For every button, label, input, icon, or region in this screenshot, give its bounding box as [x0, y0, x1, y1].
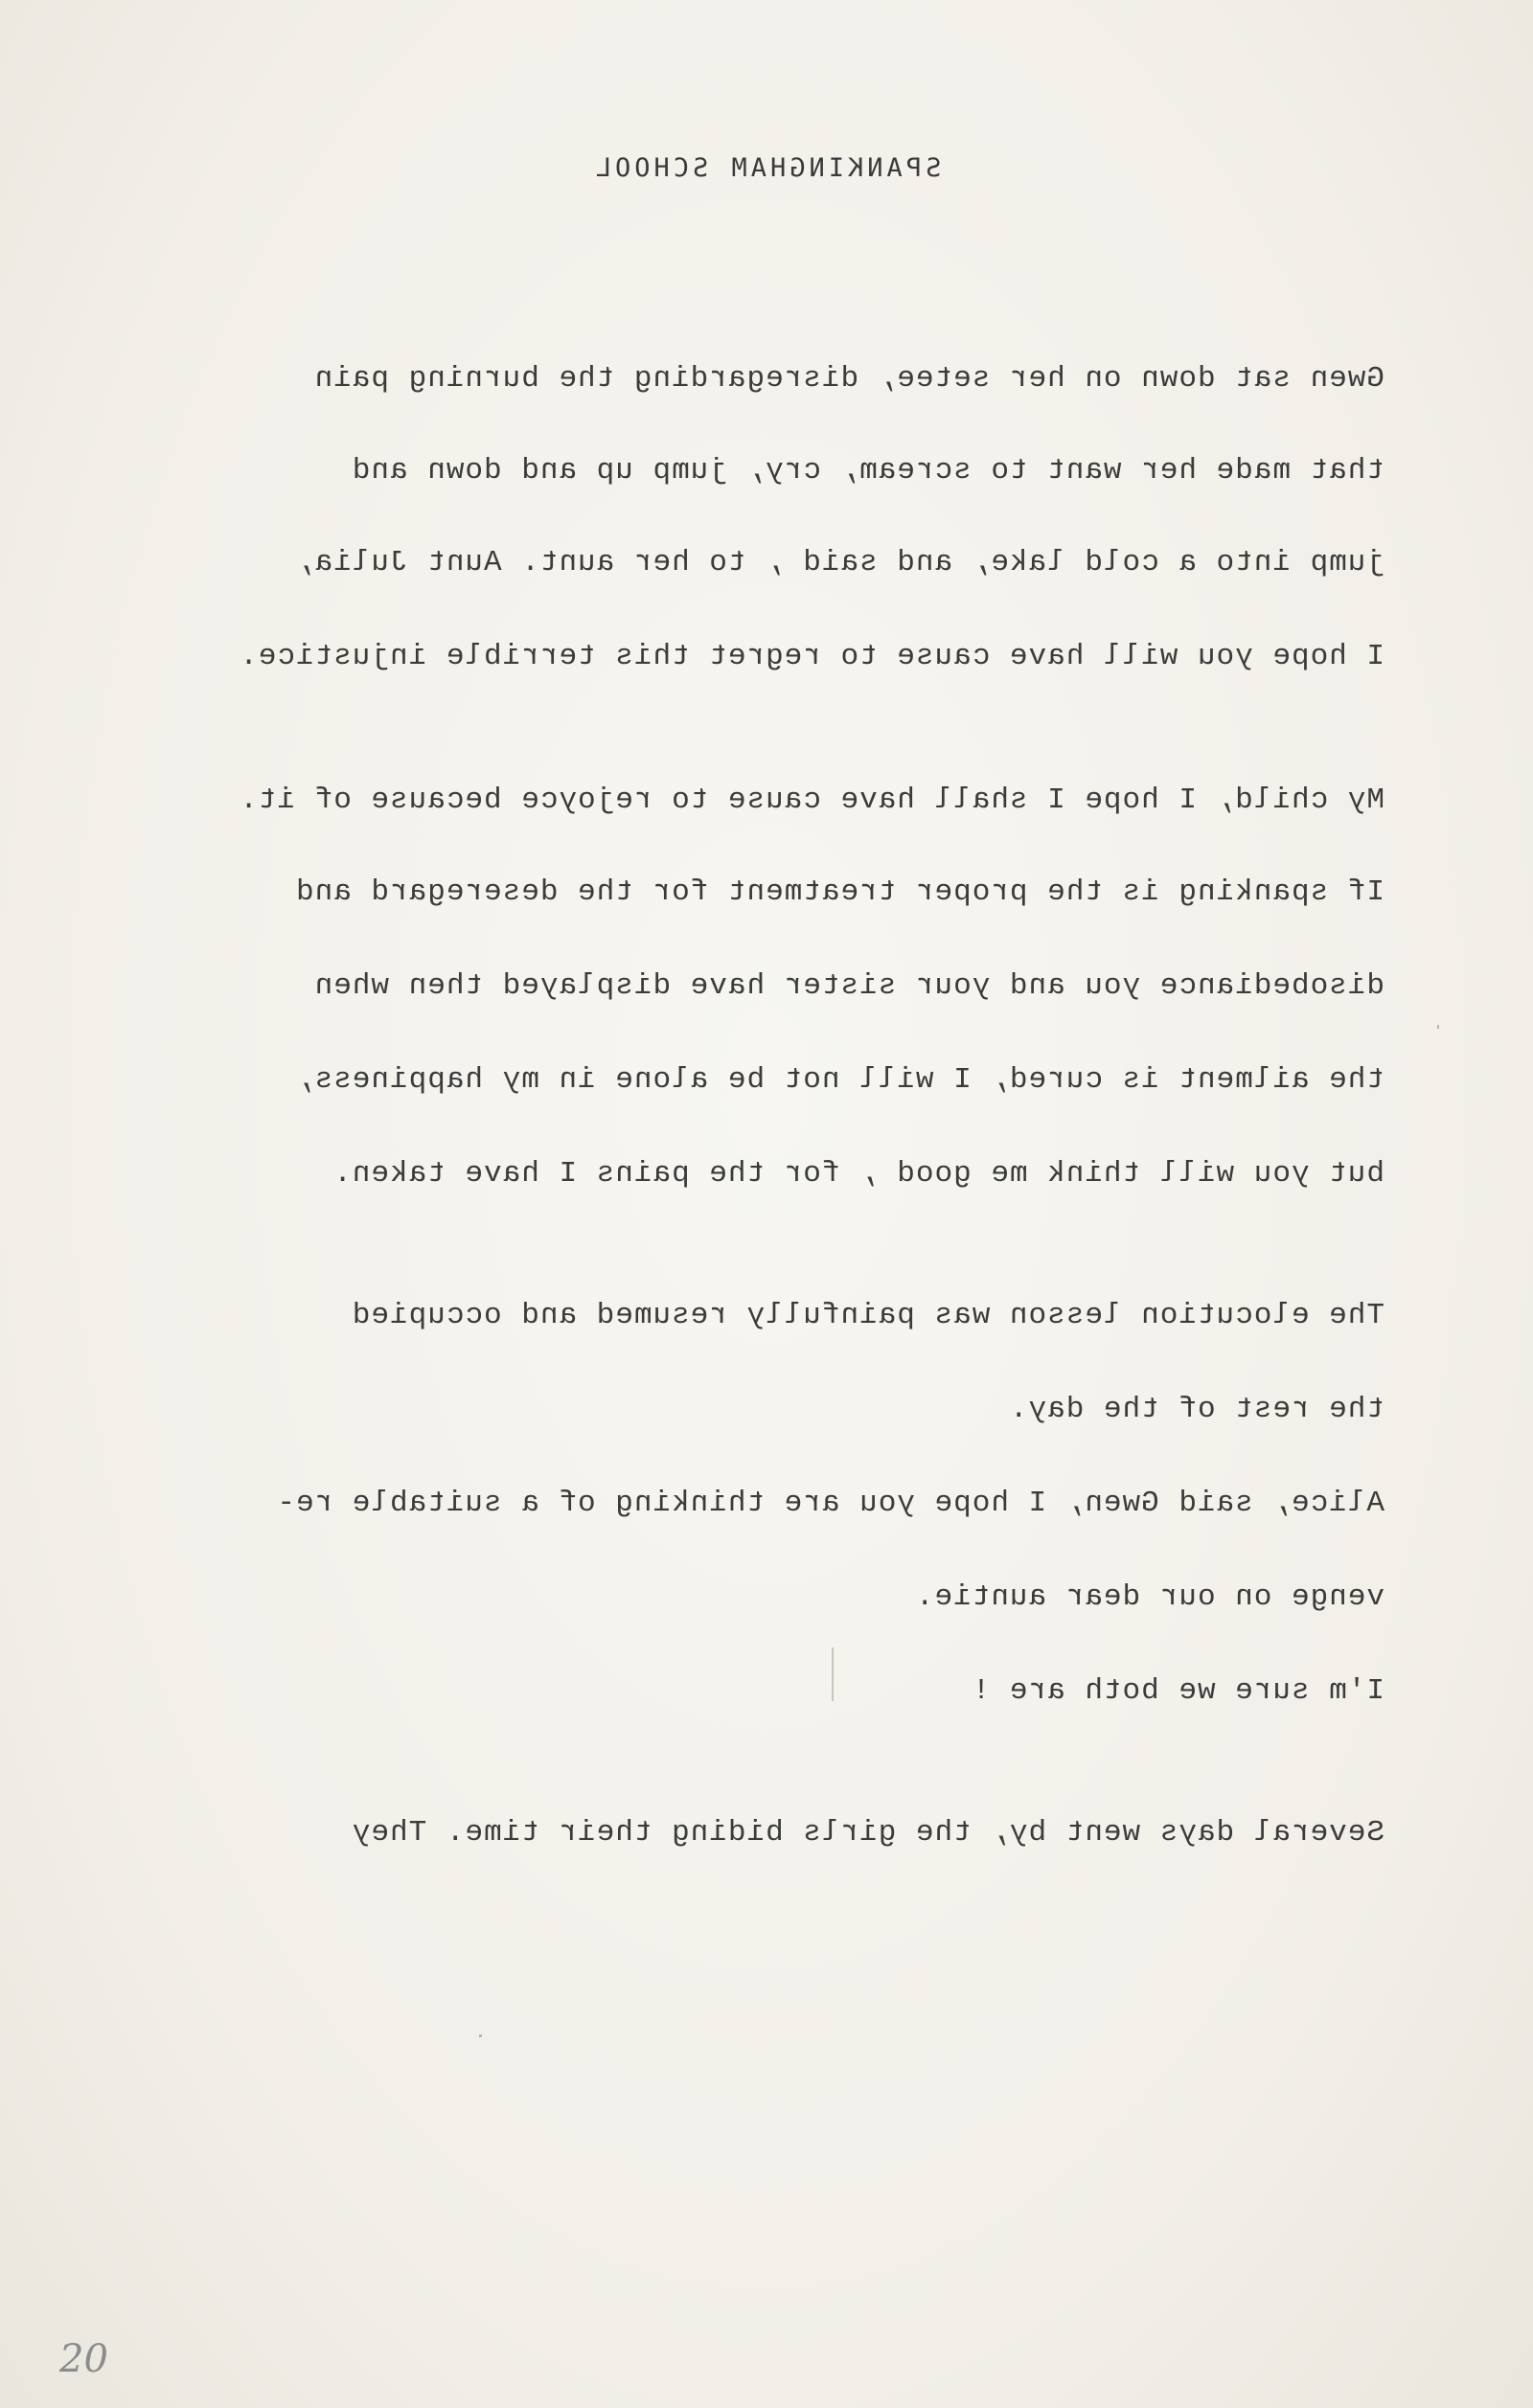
text-line: that made her want to scream, cry, jump up and down and	[351, 454, 1384, 488]
text-line: Alice, said Gwen, I hope you are thinking of a suitable re-	[276, 1487, 1384, 1520]
text-line: I'm sure we both are !	[971, 1674, 1384, 1708]
text-line: but you will think me good , for the pains I have taken.	[332, 1157, 1384, 1191]
text-line: venge on our dear auntie.	[914, 1580, 1384, 1614]
text-line: Several days went by, the girls biding their time. They	[351, 1816, 1384, 1850]
folio-number: 20	[59, 2337, 108, 2381]
paper-speck	[1437, 1025, 1439, 1029]
paper-speck	[479, 2034, 482, 2037]
text-line: jump into a cold lake, and said , to her aunt. Aunt Julia,	[295, 546, 1384, 579]
text-line: the rest of the day.	[1008, 1393, 1384, 1426]
text-line: the ailment is cured, I will not be alone in my happiness,	[295, 1063, 1384, 1097]
text-line: If spanking is the proper treatment for the deseregard and	[295, 875, 1384, 909]
paper-scratch	[832, 1647, 834, 1701]
text-line: Gwen sat down on her setee, disregarding the burning pain	[313, 362, 1384, 396]
text-line: I hope you will have cause to regret this terrible injustice.	[239, 640, 1384, 673]
text-line: disobediance you and your sister have displayed then when	[313, 969, 1384, 1003]
page-title: SPANKINGHAM SCHOOL	[591, 153, 942, 183]
text-line: The elocution lesson was painfully resumed and occupied	[351, 1299, 1384, 1332]
text-line: My child, I hope I shall have cause to rejoyce because of it.	[239, 784, 1384, 817]
